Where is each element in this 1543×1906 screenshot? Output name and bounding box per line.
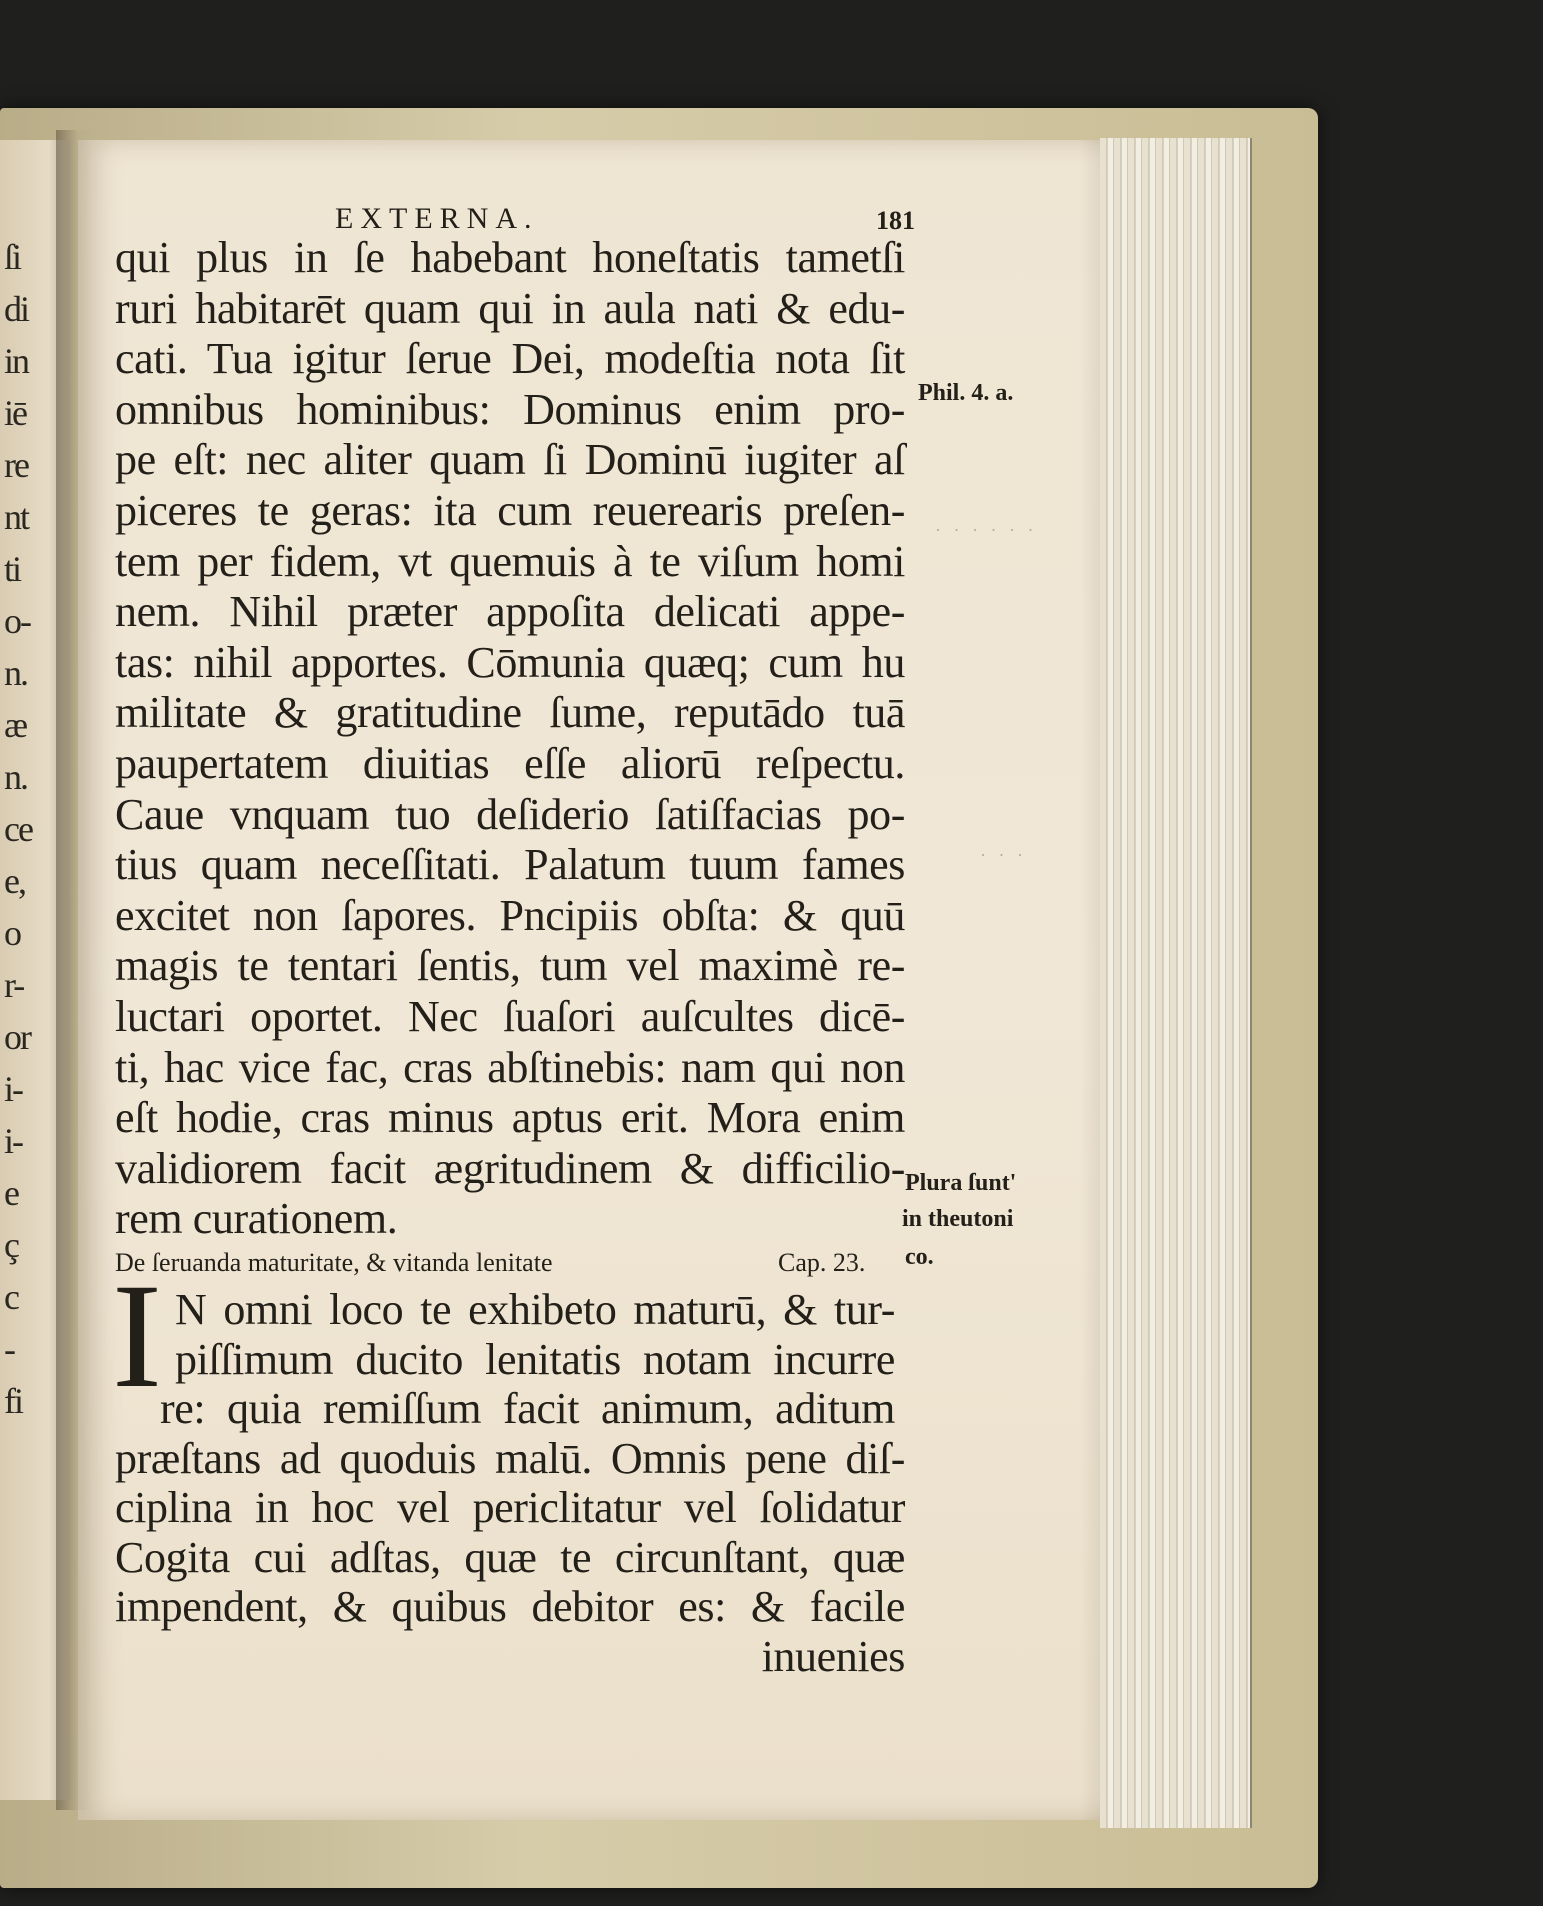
left-page-fragment: di <box>4 289 29 329</box>
left-page-fragment: ti <box>4 549 21 589</box>
text-line: cati. Tua igitur ſerue Dei, modeſtia nota ſit <box>115 334 905 384</box>
text-line: impendent, & quibus debitor es: & facile <box>115 1582 905 1631</box>
text-line: præſtans ad quoduis malū. Omnis pene diſ- <box>115 1433 905 1483</box>
text-line: N omni loco te exhibeto maturū, & tur- <box>175 1285 895 1334</box>
text-line: piſſimum ducito lenitatis notam incurre <box>175 1334 895 1384</box>
gutter-shadow <box>56 130 92 1810</box>
left-page-fragment: o <box>4 913 20 953</box>
chapter-heading: De ſeruanda maturitate, & vitanda lenitate <box>115 1248 553 1277</box>
text-line: ruri habitarēt quam qui in aula nati & edu- <box>115 283 905 333</box>
text-line: tem per fidem, vt quemuis à te viſum homi <box>115 536 905 586</box>
text-line: qui plus in ſe habebant honeſtatis tametſi <box>115 233 905 282</box>
left-page-fragment: i- <box>4 1069 22 1109</box>
text-line: magis te tentari ſentis, tum vel maximè re- <box>115 941 905 991</box>
left-page-fragment: re <box>4 445 28 485</box>
text-line: pe eſt: nec aliter quam ſi Dominū iugiter aſ <box>115 435 905 485</box>
left-page-fragment: n. <box>4 757 27 797</box>
running-head: EXTERNA. <box>335 202 539 235</box>
text-line: rem curationem. <box>115 1194 398 1244</box>
left-page-fragment: n. <box>4 653 27 693</box>
text-line: eſt hodie, cras minus aptus erit. Mora enim <box>115 1093 905 1143</box>
left-page-fragment: in <box>4 341 29 381</box>
page-edges <box>1100 138 1252 1828</box>
left-page-fragment: e <box>4 1173 18 1213</box>
drop-cap: I <box>112 1253 162 1419</box>
text-line: paupertatem diuitias eſſe aliorū reſpectu. <box>115 739 905 788</box>
text-line: tas: nihil apportes. Cōmunia quæq; cum hu <box>115 637 905 687</box>
left-page-fragment: - <box>4 1329 14 1369</box>
bleed-through-mark: · · · <box>980 845 1027 865</box>
text-line: piceres te geras: ita cum reuerearis preſen- <box>115 486 905 535</box>
left-page-fragment: c <box>4 1277 18 1317</box>
text-line: omnibus hominibus: Dominus enim pro- <box>115 384 905 434</box>
left-page-fragment: fi <box>4 1381 22 1421</box>
text-line: Caue vnquam tuo deſiderio ſatiſfacias po- <box>115 789 905 839</box>
text-line: nem. Nihil præter appoſita delicati appe- <box>115 587 905 637</box>
left-page-fragment: ç <box>4 1225 18 1265</box>
text-line: validiorem facit ægritudinem & difficilio- <box>115 1143 905 1193</box>
text-line: Cogita cui adſtas, quæ te circunſtant, quæ <box>115 1532 905 1582</box>
chapter-number: Cap. 23. <box>778 1248 866 1277</box>
left-page-fragment: i- <box>4 1121 22 1161</box>
text-line: luctari oportet. Nec ſuaſori auſcultes dicē- <box>115 992 905 1041</box>
text-line: militate & gratitudine ſume, reputādo tuā <box>115 688 905 738</box>
text-line: ciplina in hoc vel periclitatur vel ſolidatur <box>115 1483 905 1532</box>
left-page-fragment: or <box>4 1017 30 1057</box>
bleed-through-mark: · · · · · · <box>935 520 1038 540</box>
margin-note-plura-1: Plura ſunt' <box>905 1170 1017 1196</box>
left-page-fragment: o- <box>4 601 30 641</box>
text-line: re: quia remiſſum facit animum, aditum <box>160 1384 895 1433</box>
left-page-fragment: ce <box>4 809 32 849</box>
text-line: excitet non ſapores. Pncipiis obſta: & quū <box>115 890 905 940</box>
left-page-fragment: æ <box>4 705 27 745</box>
margin-note-plura-3: co. <box>905 1244 934 1270</box>
left-page-fragment: r- <box>4 965 24 1005</box>
text-line: ti, hac vice fac, cras abſtinebis: nam qui non <box>115 1042 905 1092</box>
page-number: 181 <box>876 206 915 235</box>
margin-note-plura-2: in theutoni <box>902 1206 1014 1232</box>
left-page-fragment: nt <box>4 497 29 537</box>
text-line: inuenies <box>761 1631 905 1681</box>
text-line: tius quam neceſſitati. Palatum tuum fames <box>115 840 905 890</box>
margin-note-phil: Phil. 4. a. <box>918 380 1014 406</box>
left-page-fragment: iē <box>4 393 26 433</box>
left-page-fragment: ſi <box>4 237 21 277</box>
left-page-fragment: e, <box>4 861 25 901</box>
